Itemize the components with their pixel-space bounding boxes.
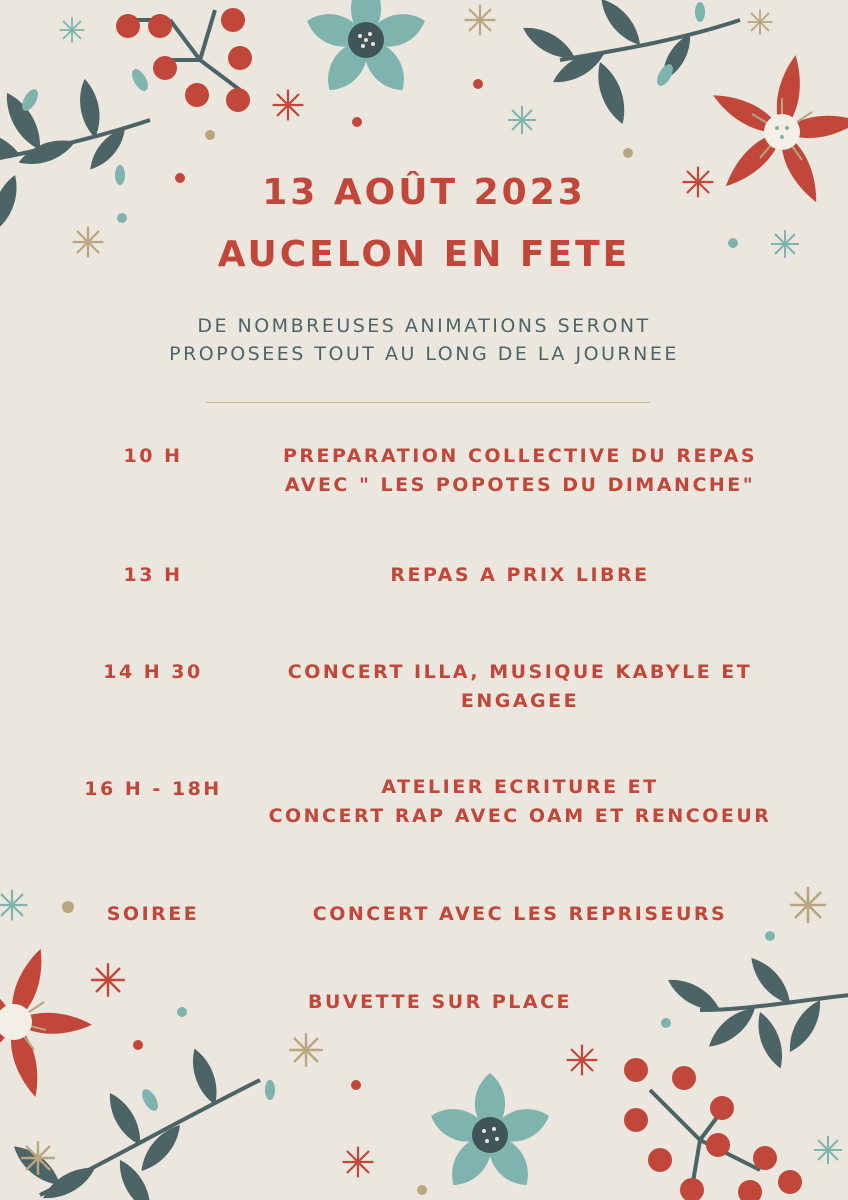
red-flower-bottom-left xyxy=(0,945,92,1100)
activity-line-1: BUVETTE SUR PLACE xyxy=(307,991,573,1013)
schedule-time: 14 H 30 xyxy=(103,661,203,683)
activity-line-1: PREPARATION COLLECTIVE DU REPAS xyxy=(282,445,758,467)
berries-top-left xyxy=(116,8,252,112)
subtitle-line-1: DE NOMBREUSES ANIMATIONS SERONT xyxy=(197,315,651,337)
schedule-time: 16 H - 18H xyxy=(84,778,222,800)
schedule-time: 13 H xyxy=(123,564,183,586)
divider-line xyxy=(206,402,650,403)
leaf-branch-top-right xyxy=(519,0,740,127)
schedule-activity xyxy=(140,988,740,1017)
schedule-activity xyxy=(220,442,820,500)
event-date: 13 AOÛT 2023 xyxy=(262,172,586,213)
schedule-time: SOIREE xyxy=(106,903,200,925)
activity-line-1: REPAS A PRIX LIBRE xyxy=(390,564,650,586)
activity-line-2: ENGAGEE xyxy=(460,690,580,712)
schedule-activity xyxy=(220,561,820,590)
schedule-activity xyxy=(220,658,820,716)
event-title: AUCELON EN FETE xyxy=(217,234,631,275)
subtitle-line-2: PROPOSEES TOUT AU LONG DE LA JOURNEE xyxy=(169,343,679,365)
activity-line-1: CONCERT ILLA, MUSIQUE KABYLE ET xyxy=(287,661,753,683)
berries-bottom-right xyxy=(624,1058,802,1200)
activity-line-1: ATELIER ECRITURE ET xyxy=(381,776,659,798)
schedule-activity xyxy=(220,900,820,929)
leaf-branch-bottom-left xyxy=(8,1046,260,1200)
schedule-time: 10 H xyxy=(123,445,183,467)
teal-flower-top xyxy=(302,0,429,99)
activity-line-2: CONCERT RAP AVEC OAM ET RENCOEUR xyxy=(268,805,772,827)
event-subtitle xyxy=(0,312,848,368)
teal-flower-bottom xyxy=(426,1073,553,1194)
activity-line-1: CONCERT AVEC LES REPRISEURS xyxy=(312,903,728,925)
schedule-activity xyxy=(220,773,820,831)
activity-line-2: AVEC " LES POPOTES DU DIMANCHE" xyxy=(284,474,756,496)
